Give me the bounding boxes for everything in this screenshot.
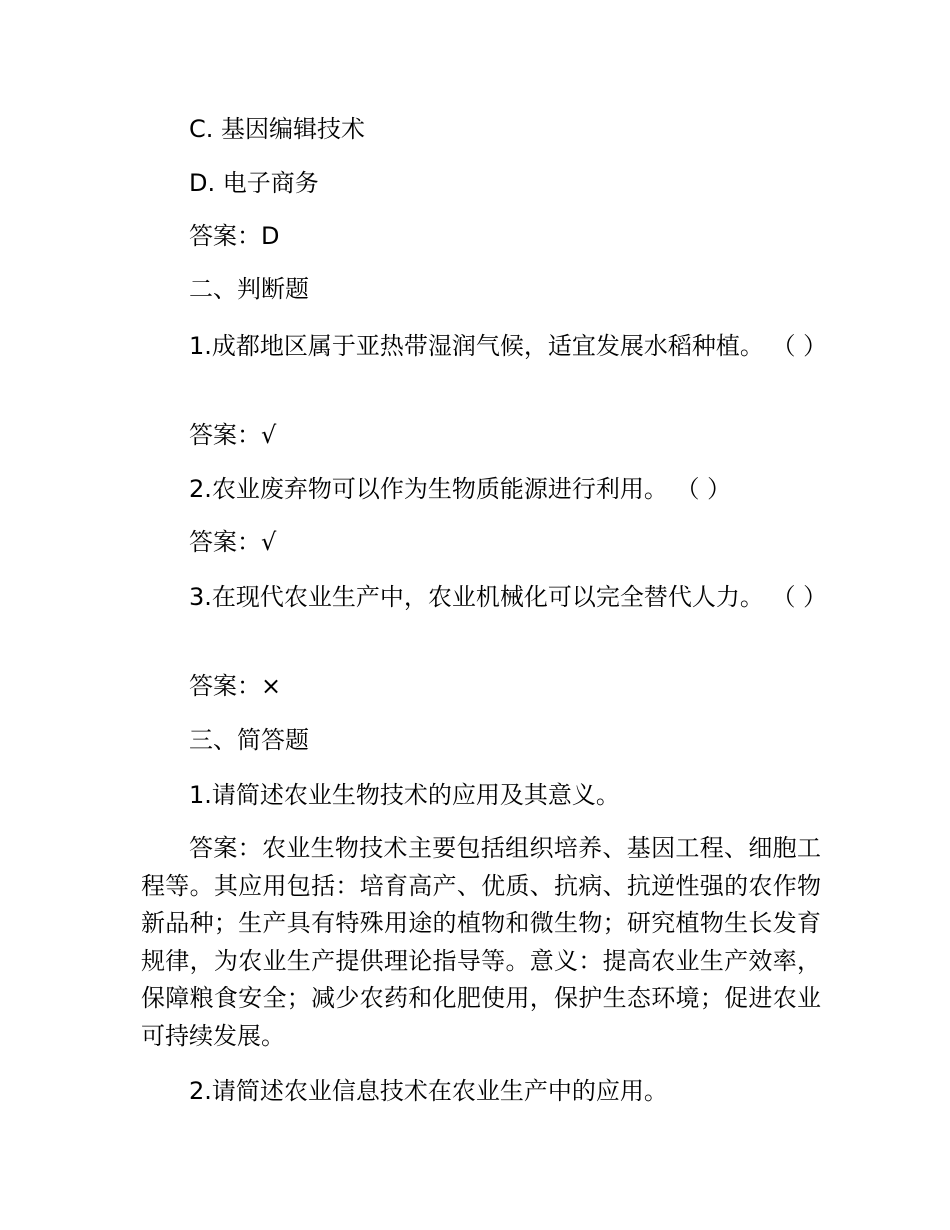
true-false-answer-1: 答案：√	[189, 421, 277, 449]
short-answer-question-1: 1.请简述农业生物技术的应用及其意义。	[189, 781, 620, 809]
answer-multiple-choice: 答案：D	[189, 222, 280, 250]
true-false-answer-3: 答案：×	[189, 672, 282, 700]
section-heading-short-answer: 三、简答题	[189, 726, 309, 754]
short-answer-question-2: 2.请简述农业信息技术在农业生产中的应用。	[189, 1077, 668, 1105]
true-false-question-3: 3.在现代农业生产中，农业机械化可以完全替代人力。 （ ）	[189, 583, 828, 611]
true-false-question-2: 2.农业废弃物可以作为生物质能源进行利用。 （ ）	[189, 475, 732, 503]
section-heading-true-false: 二、判断题	[189, 275, 309, 303]
true-false-question-1: 1.成都地区属于亚热带湿润气候，适宜发展水稻种植。 （ ）	[189, 332, 828, 360]
option-d: D. 电子商务	[189, 169, 319, 197]
option-c: C. 基因编辑技术	[189, 115, 366, 143]
true-false-answer-2: 答案：√	[189, 528, 277, 556]
short-answer-answer-1: 答案：农业生物技术主要包括组织培养、基因工程、细胞工程等。其应用包括：培育高产、优质、抗病、抗逆性强的农作物新品种；生产具有特殊用途的植物和微生物；研究植物生长发育规律，为农业生产提供理论指导等。意义：提高农业生产效率，保障粮食安全；减少农药和化肥使用，保护生态环境；促进农业可持续发展。	[141, 834, 821, 1050]
